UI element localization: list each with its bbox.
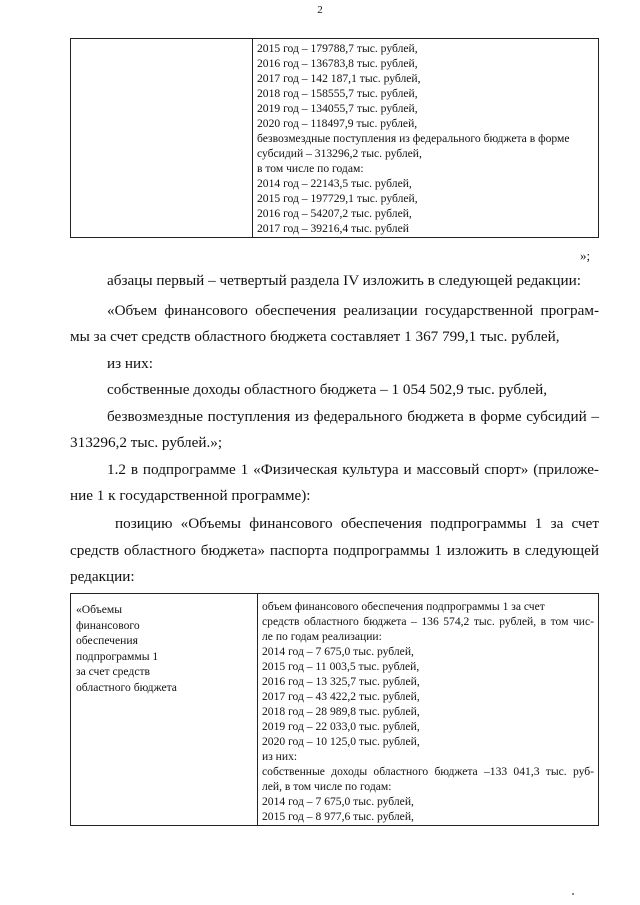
table2-left-line: подпрограммы 1 xyxy=(76,649,159,663)
table1-line: 2017 год – 39216,4 тыс. рублей xyxy=(257,222,409,235)
table1-line: 2015 год – 179788,7 тыс. рублей, xyxy=(257,42,418,55)
paragraph-federal-line-2: 313296,2 тыс. рублей.»; xyxy=(70,434,223,451)
paragraph-section-iv: абзацы первый – четвертый раздела IV изложить в следующей редакции: xyxy=(107,272,582,289)
page-number: 2 xyxy=(317,4,323,16)
paragraph-federal-line-1: безвозмездные поступления из федерального бюджета в форме субсидий – xyxy=(107,408,599,425)
closing-quote-mark: »; xyxy=(580,248,591,263)
table1-line: 2016 год – 136783,8 тыс. рублей, xyxy=(257,57,418,70)
table2-right-line: 2019 год – 22 033,0 тыс. рублей, xyxy=(262,720,420,733)
paragraph-position-line-3: редакции: xyxy=(70,568,135,585)
table1-line: 2016 год – 54207,2 тыс. рублей, xyxy=(257,207,412,220)
table2-right-line: 2016 год – 13 325,7 тыс. рублей, xyxy=(262,675,420,688)
table2-right-line: 2015 год – 8 977,6 тыс. рублей, xyxy=(262,810,414,823)
table2-right-cell xyxy=(258,594,599,826)
table2-right-line: средств областного бюджета – 136 574,2 тыс. рублей, в том чис- xyxy=(262,615,594,628)
table2-right-line: из них: xyxy=(262,750,298,763)
table2-left-line: обеспечения xyxy=(76,634,138,647)
table2-right-line: 2014 год – 7 675,0 тыс. рублей, xyxy=(262,645,414,658)
table1-line: 2017 год – 142 187,1 тыс. рублей, xyxy=(257,72,421,85)
paragraph-quote-line-2: мы за счет средств областного бюджета составляет 1 367 799,1 тыс. рублей, xyxy=(70,328,560,345)
table2-right-line: 2015 год – 11 003,5 тыс. рублей, xyxy=(262,660,420,673)
table2-left-cell xyxy=(71,594,258,826)
table1-line: безвозмездные поступления из федерального бюджета в форме xyxy=(257,132,570,145)
table1-line: 2020 год – 118497,9 тыс. рублей, xyxy=(257,117,418,130)
table2-right-line: объем финансового обеспечения подпрограммы 1 за счет xyxy=(262,600,545,613)
table1-line: 2015 год – 197729,1 тыс. рублей, xyxy=(257,192,418,205)
paragraph-of-them: из них: xyxy=(107,355,153,372)
paragraph-position-line-2: средств областного бюджета» паспорта подпрограммы 1 изложить в следующей xyxy=(70,542,599,559)
table1-right-cell xyxy=(253,39,599,238)
scan-speck xyxy=(572,893,574,895)
table2-left-line: «Объемы xyxy=(76,603,123,616)
paragraph-subprogram-line-1: 1.2 в подпрограмме 1 «Физическая культура и массовый спорт» (приложе- xyxy=(107,461,599,478)
table1-line: 2014 год – 22143,5 тыс. рублей, xyxy=(257,177,412,190)
table2-right-line: ле по годам реализации: xyxy=(262,630,382,643)
table1-line: 2019 год – 134055,7 тыс. рублей, xyxy=(257,102,418,115)
paragraph-position-line-1: позицию «Объемы финансового обеспечения подпрограммы 1 за счет xyxy=(115,515,599,532)
paragraph-subprogram-line-2: ние 1 к государственной программе): xyxy=(70,487,311,504)
paragraph-own-revenues: собственные доходы областного бюджета – 1 054 502,9 тыс. рублей, xyxy=(107,381,548,398)
table2-right-line: 2018 год – 28 989,8 тыс. рублей, xyxy=(262,705,420,718)
table2-right-line: 2014 год – 7 675,0 тыс. рублей, xyxy=(262,795,414,808)
table2-right-line: собственные доходы областного бюджета –133 041,3 тыс. руб- xyxy=(262,765,594,778)
table2-right-line: 2017 год – 43 422,2 тыс. рублей, xyxy=(262,690,420,703)
table2-left-line: областного бюджета xyxy=(76,680,177,694)
table2-right-line: лей, в том числе по годам: xyxy=(262,780,392,793)
table2-left-line: за счет средств xyxy=(76,665,151,678)
table1-line: субсидий – 313296,2 тыс. рублей, xyxy=(257,147,422,160)
table2-right-line: 2020 год – 10 125,0 тыс. рублей, xyxy=(262,735,420,748)
table1-line: в том числе по годам: xyxy=(257,162,364,175)
table2-left-line: финансового xyxy=(76,618,140,632)
table1-line: 2018 год – 158555,7 тыс. рублей, xyxy=(257,87,418,100)
funding-table-continued xyxy=(70,38,599,238)
table1-left-cell xyxy=(71,39,253,238)
subprogram-funding-table xyxy=(70,593,599,826)
paragraph-quote-line-1: «Объем финансового обеспечения реализации государственной програм- xyxy=(107,302,599,319)
